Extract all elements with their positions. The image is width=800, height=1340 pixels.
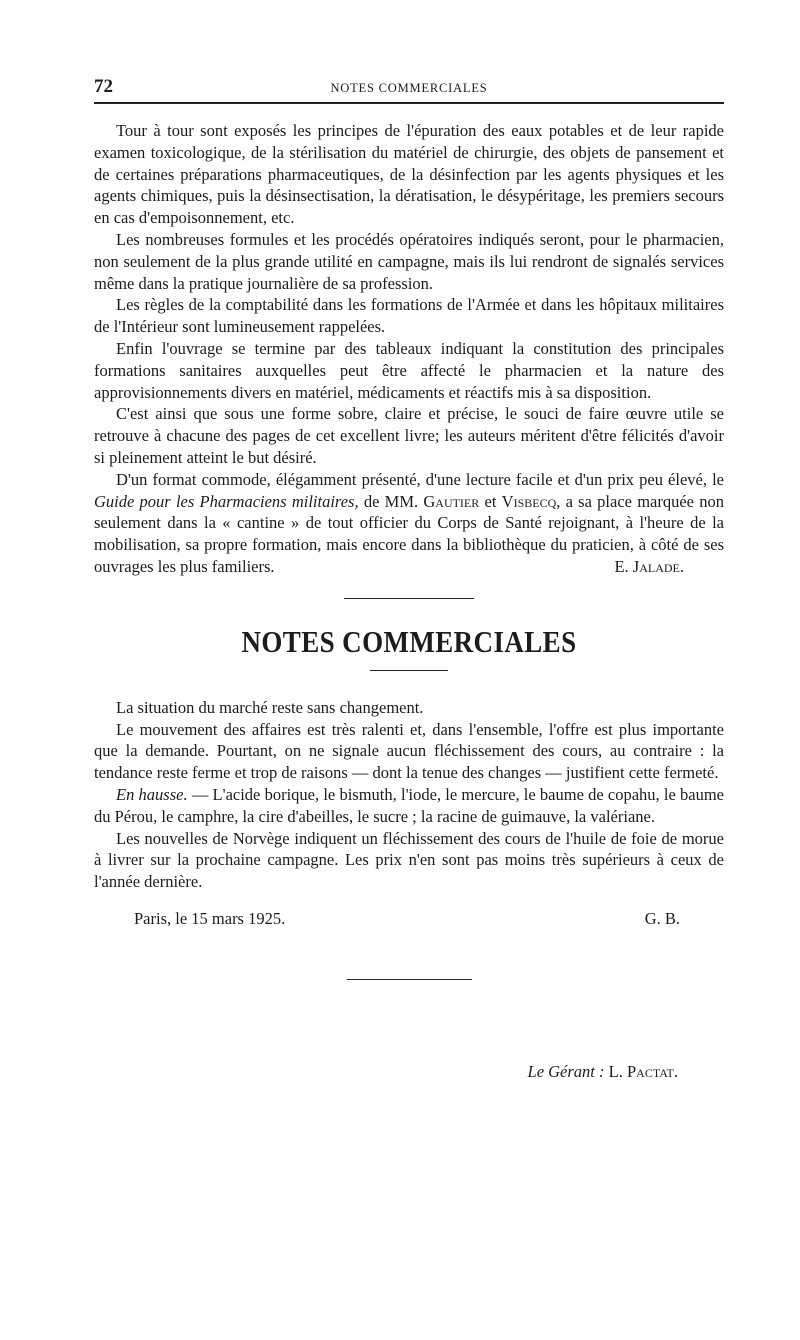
review-paragraph-4: Enfin l'ouvrage se termine par des tableaux indiquant la constitution des principales formations sanitaires auxquelles peut être affecté le pharmacien et la nature des approvisionnements divers en matériel, médicaments et réactifs mis à sa disposition. — [94, 338, 724, 402]
gerant-label: Le Gérant : — [527, 1061, 605, 1081]
section-title-underline — [370, 670, 448, 671]
section-divider-top — [344, 598, 474, 599]
date-place: Paris, le 15 mars 1925. — [134, 908, 286, 928]
running-header — [94, 72, 724, 104]
gerant-name: Pactat. — [626, 1061, 678, 1081]
author-gautier: Gautier — [423, 491, 480, 511]
notes-paragraph-3 — [94, 784, 724, 828]
en-hausse-label: En hausse. — [116, 784, 188, 804]
dateline — [94, 909, 724, 929]
notes-paragraph-4: Les nouvelles de Norvège indiquent un fléchissement des cours de l'huile de foie de morue à livrer sur la prochaine campagne. Les prix n'en sont pas moins très supérieurs à ceux de l'année dernière. — [94, 828, 724, 892]
section-divider-bottom — [347, 979, 472, 980]
review-p6-text-c: et — [484, 491, 497, 511]
notes-paragraph-1: La situation du marché reste sans changement. — [116, 697, 424, 717]
review-paragraph-1: Tour à tour sont exposés les principes de l'épuration des eaux potables et de leur rapide examen toxicologique, de la stérilisation du matériel de chirurgie, des objets de pansement et de certaines préparations pharmaceutiques, de la désinfection par les agents physiques et les agents chimiques, puis la désinsectisation, la dératisation, le désypéritage, les premiers secours en cas d'empoisonnement, etc. — [94, 121, 724, 228]
section-title: NOTES COMMERCIALES — [241, 624, 577, 659]
commercial-notes — [94, 697, 724, 893]
review-p6-text-d: a sa place marquée non seulement dans la « cantine » de tout officier du Corps de Santé rejoignant, à l'heure de la mobilisation, sa propre formation, mais encore dans la bibliothèque du praticien, à côté de ses ouvrages les plus familiers. — [94, 491, 724, 576]
signature-name: Jalade. — [632, 556, 684, 576]
review-paragraph-3: Les règles de la comptabilité dans les formations de l'Armée et dans les hôpitaux militaires de l'Intérieur sont lumineusement rappelées. — [94, 295, 724, 337]
author-visbecq: Visbecq, — [501, 491, 561, 511]
author-initials: G. B. — [644, 908, 680, 928]
gerant-initial: L. — [608, 1061, 623, 1081]
page-number: 72 — [94, 76, 113, 97]
running-title: NOTES COMMERCIALES — [330, 81, 488, 95]
review-p6-text-a: D'un format commode, élégamment présenté, d'une lecture facile et d'un prix peu élevé, le — [116, 469, 724, 489]
review-paragraph-5: C'est ainsi que sous une forme sobre, claire et précise, le souci de faire œuvre utile se retrouve à chacune des pages de cet excellent livre; les auteurs méritent d'être félicités d'avoir si pleinement atteint le but désiré. — [94, 404, 724, 467]
book-title: Guide pour les Pharmaciens militaires, — [94, 491, 359, 511]
notes-paragraph-2: Le mouvement des affaires est très ralenti et, dans l'ensemble, l'offre est plus importante que la demande. Pourtant, on ne signale aucun fléchissement des cours, au contraire : la tendance reste ferme et trop de raisons — dont la tenue des changes — justifient cette fermeté. — [94, 719, 724, 783]
gerant-line — [94, 1062, 724, 1082]
page — [94, 72, 724, 1082]
en-hausse-text: — L'acide borique, le bismuth, l'iode, le mercure, le baume de copahu, le baume du Pérou, le camphre, la cire d'abeilles, le sucre ; la racine de guimauve, la valériane. — [94, 784, 724, 826]
review-p6-text-b: de MM. — [363, 491, 419, 511]
signature-initial: E. — [614, 556, 629, 576]
book-review-continuation — [94, 120, 724, 578]
review-paragraph-2: Les nombreuses formules et les procédés opératoires indiqués seront, pour le pharmacien, non seulement de la plus grande utilité en campagne, mais ils lui rendront de signalés services même dans la pratique journalière de sa profession. — [94, 229, 724, 293]
